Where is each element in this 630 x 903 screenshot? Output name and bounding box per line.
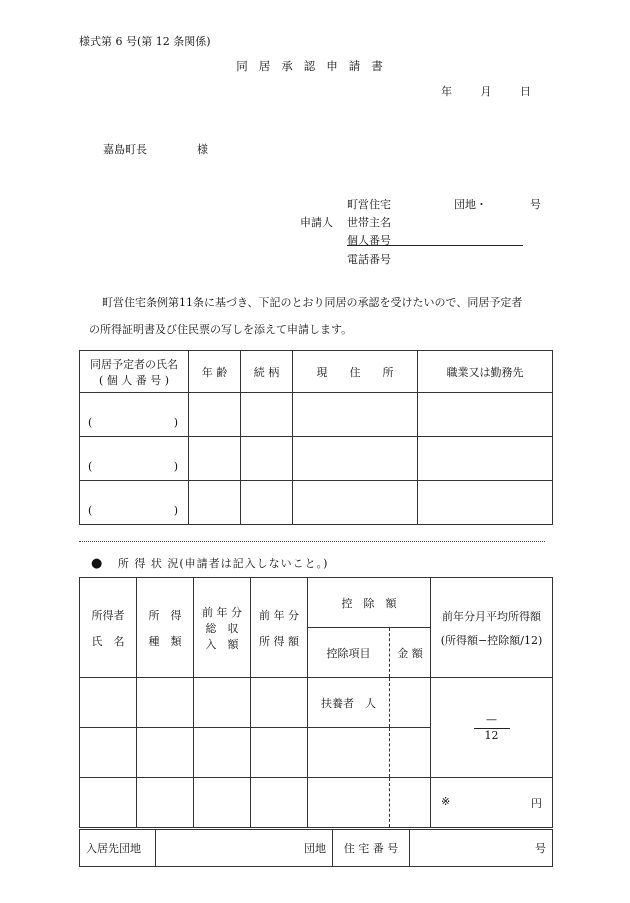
header-name-line2: ( 個 人 番 号 ) — [98, 373, 170, 387]
go-suffix: 号 — [535, 842, 546, 855]
header-occupation: 職業又は勤務先 — [418, 351, 553, 393]
destination-estate-field[interactable] — [156, 830, 333, 867]
yen-label: 円 — [531, 796, 542, 810]
income-table — [79, 577, 553, 828]
body-line-1: 町営住宅条例第11条に基づき、下記のとおり同居の承認を受けたいので、同居予定者 — [102, 296, 523, 309]
cohabitant-age-cell[interactable] — [189, 481, 241, 525]
fraction-denominator: 12 — [484, 729, 499, 742]
paren-open: ( — [88, 504, 93, 517]
header-earner-line2: 氏 名 — [91, 634, 125, 648]
header-name-line1: 同居予定者の氏名 — [90, 357, 178, 371]
paren-close: ) — [173, 504, 178, 517]
type-cell[interactable] — [137, 678, 194, 728]
header-gross-line1: 前 年 分 — [202, 605, 242, 619]
date-day: 日 — [520, 85, 531, 98]
phone-label: 電話番号 — [347, 253, 391, 266]
cohabitant-occupation-cell[interactable] — [418, 393, 553, 437]
housing-number-label: 住 宅 番 号 — [333, 830, 410, 867]
paren-open: ( — [88, 416, 93, 429]
header-gross — [194, 578, 251, 678]
cohabitant-relation-cell[interactable] — [241, 437, 293, 481]
type-cell[interactable] — [137, 728, 194, 778]
id-number-line — [347, 232, 523, 247]
cohabitant-header-row — [80, 351, 553, 393]
cohabitant-table — [79, 350, 553, 525]
cohabitant-row — [80, 481, 553, 525]
cohabitant-name-cell[interactable] — [80, 481, 189, 525]
header-deduction: 控 除 額 — [308, 578, 431, 628]
income-cell[interactable] — [251, 778, 308, 828]
danchi-suffix: 団地 — [304, 842, 326, 855]
header-type-line2: 種 類 — [148, 634, 182, 648]
earner-cell[interactable] — [80, 728, 137, 778]
paren-open: ( — [88, 460, 93, 473]
paren-close: ) — [173, 416, 178, 429]
deduction-item-cell[interactable] — [308, 778, 390, 828]
cohabitant-name-cell[interactable] — [80, 437, 189, 481]
form-number: 様式第 6 号(第 12 条関係) — [79, 35, 211, 48]
bullet-icon: ● — [91, 556, 104, 571]
deduction-amount-cell[interactable] — [390, 728, 431, 778]
deduction-amount-cell[interactable] — [390, 678, 431, 728]
cohabitant-relation-cell[interactable] — [241, 393, 293, 437]
header-age: 年 齢 — [189, 351, 241, 393]
deduction-amount-cell[interactable] — [390, 778, 431, 828]
income-row — [80, 778, 553, 828]
income-section-text: 所 得 状 況(申請者は記入しないこと。) — [117, 557, 329, 570]
date-line — [441, 83, 531, 99]
household-head-label: 世帯主名 — [347, 216, 391, 229]
cohabitant-address-cell[interactable] — [293, 481, 418, 525]
destination-estate-label: 入居先団地 — [80, 830, 156, 867]
header-gross-line2: 総 収 — [205, 621, 239, 635]
fraction — [474, 713, 510, 742]
note-mark: ※ — [441, 794, 451, 808]
body-line-2: の所得証明書及び住民票の写しを添えて申請します。 — [89, 323, 353, 336]
type-cell[interactable] — [137, 778, 194, 828]
cohabitant-row — [80, 393, 553, 437]
cohabitant-row — [80, 437, 553, 481]
gross-cell[interactable] — [194, 728, 251, 778]
header-type-line1: 所 得 — [148, 608, 182, 622]
date-month: 月 — [480, 85, 492, 98]
addressee-honorific: 様 — [197, 143, 208, 156]
id-number-field[interactable] — [347, 232, 523, 246]
income-section-title — [91, 555, 328, 571]
income-row — [80, 678, 553, 728]
cohabitant-name-cell[interactable] — [80, 393, 189, 437]
header-gross-line3: 入 額 — [205, 637, 239, 651]
danchi-label: 団地・ — [454, 198, 487, 211]
header-monthly-average — [431, 578, 553, 678]
deduction-item-cell[interactable] — [308, 728, 390, 778]
income-header-row-1 — [80, 578, 553, 628]
housing-line — [347, 196, 541, 212]
earner-cell[interactable] — [80, 678, 137, 728]
fraction-numerator: — — [486, 713, 497, 726]
monthly-average-cell[interactable] — [431, 678, 553, 778]
housing-number-field[interactable] — [410, 830, 553, 867]
dependents-cell[interactable]: 扶養者 人 — [308, 678, 390, 728]
header-income — [251, 578, 308, 678]
header-income-line1: 前 年 分 — [259, 608, 299, 622]
cohabitant-occupation-cell[interactable] — [418, 481, 553, 525]
header-name — [80, 351, 189, 393]
residence-table — [79, 829, 553, 867]
total-yen-cell[interactable] — [431, 778, 553, 828]
cohabitant-address-cell[interactable] — [293, 437, 418, 481]
income-cell[interactable] — [251, 728, 308, 778]
document-title: 同居承認申請書 — [236, 59, 394, 73]
gross-cell[interactable] — [194, 678, 251, 728]
header-relation: 続 柄 — [241, 351, 293, 393]
go-label: 号 — [530, 198, 541, 211]
earner-cell[interactable] — [80, 778, 137, 828]
cohabitant-age-cell[interactable] — [189, 437, 241, 481]
cohabitant-age-cell[interactable] — [189, 393, 241, 437]
cohabitant-address-cell[interactable] — [293, 393, 418, 437]
cohabitant-occupation-cell[interactable] — [418, 437, 553, 481]
cut-line — [79, 541, 545, 542]
header-earner-line1: 所得者 — [91, 608, 125, 622]
income-cell[interactable] — [251, 678, 308, 728]
header-type — [137, 578, 194, 678]
header-avg-line1: 前年分月平均所得額 — [442, 609, 541, 623]
date-year: 年 — [441, 85, 452, 98]
header-address: 現 住 所 — [293, 351, 418, 393]
housing-label: 町営住宅 — [347, 198, 391, 211]
header-deduction-item: 控除項目 — [308, 628, 390, 678]
header-income-line2: 所 得 額 — [259, 634, 299, 648]
header-earner — [80, 578, 137, 678]
addressee-name: 嘉島町長 — [103, 143, 147, 156]
paren-close: ) — [173, 460, 178, 473]
id-number-label: 個人番号 — [347, 234, 391, 247]
header-avg-line2: (所得額−控除額/12) — [440, 633, 543, 647]
cohabitant-relation-cell[interactable] — [241, 481, 293, 525]
applicant-label: 申請人 — [300, 216, 333, 229]
header-deduction-amount: 金 額 — [390, 628, 431, 678]
residence-row — [80, 830, 553, 867]
gross-cell[interactable] — [194, 778, 251, 828]
